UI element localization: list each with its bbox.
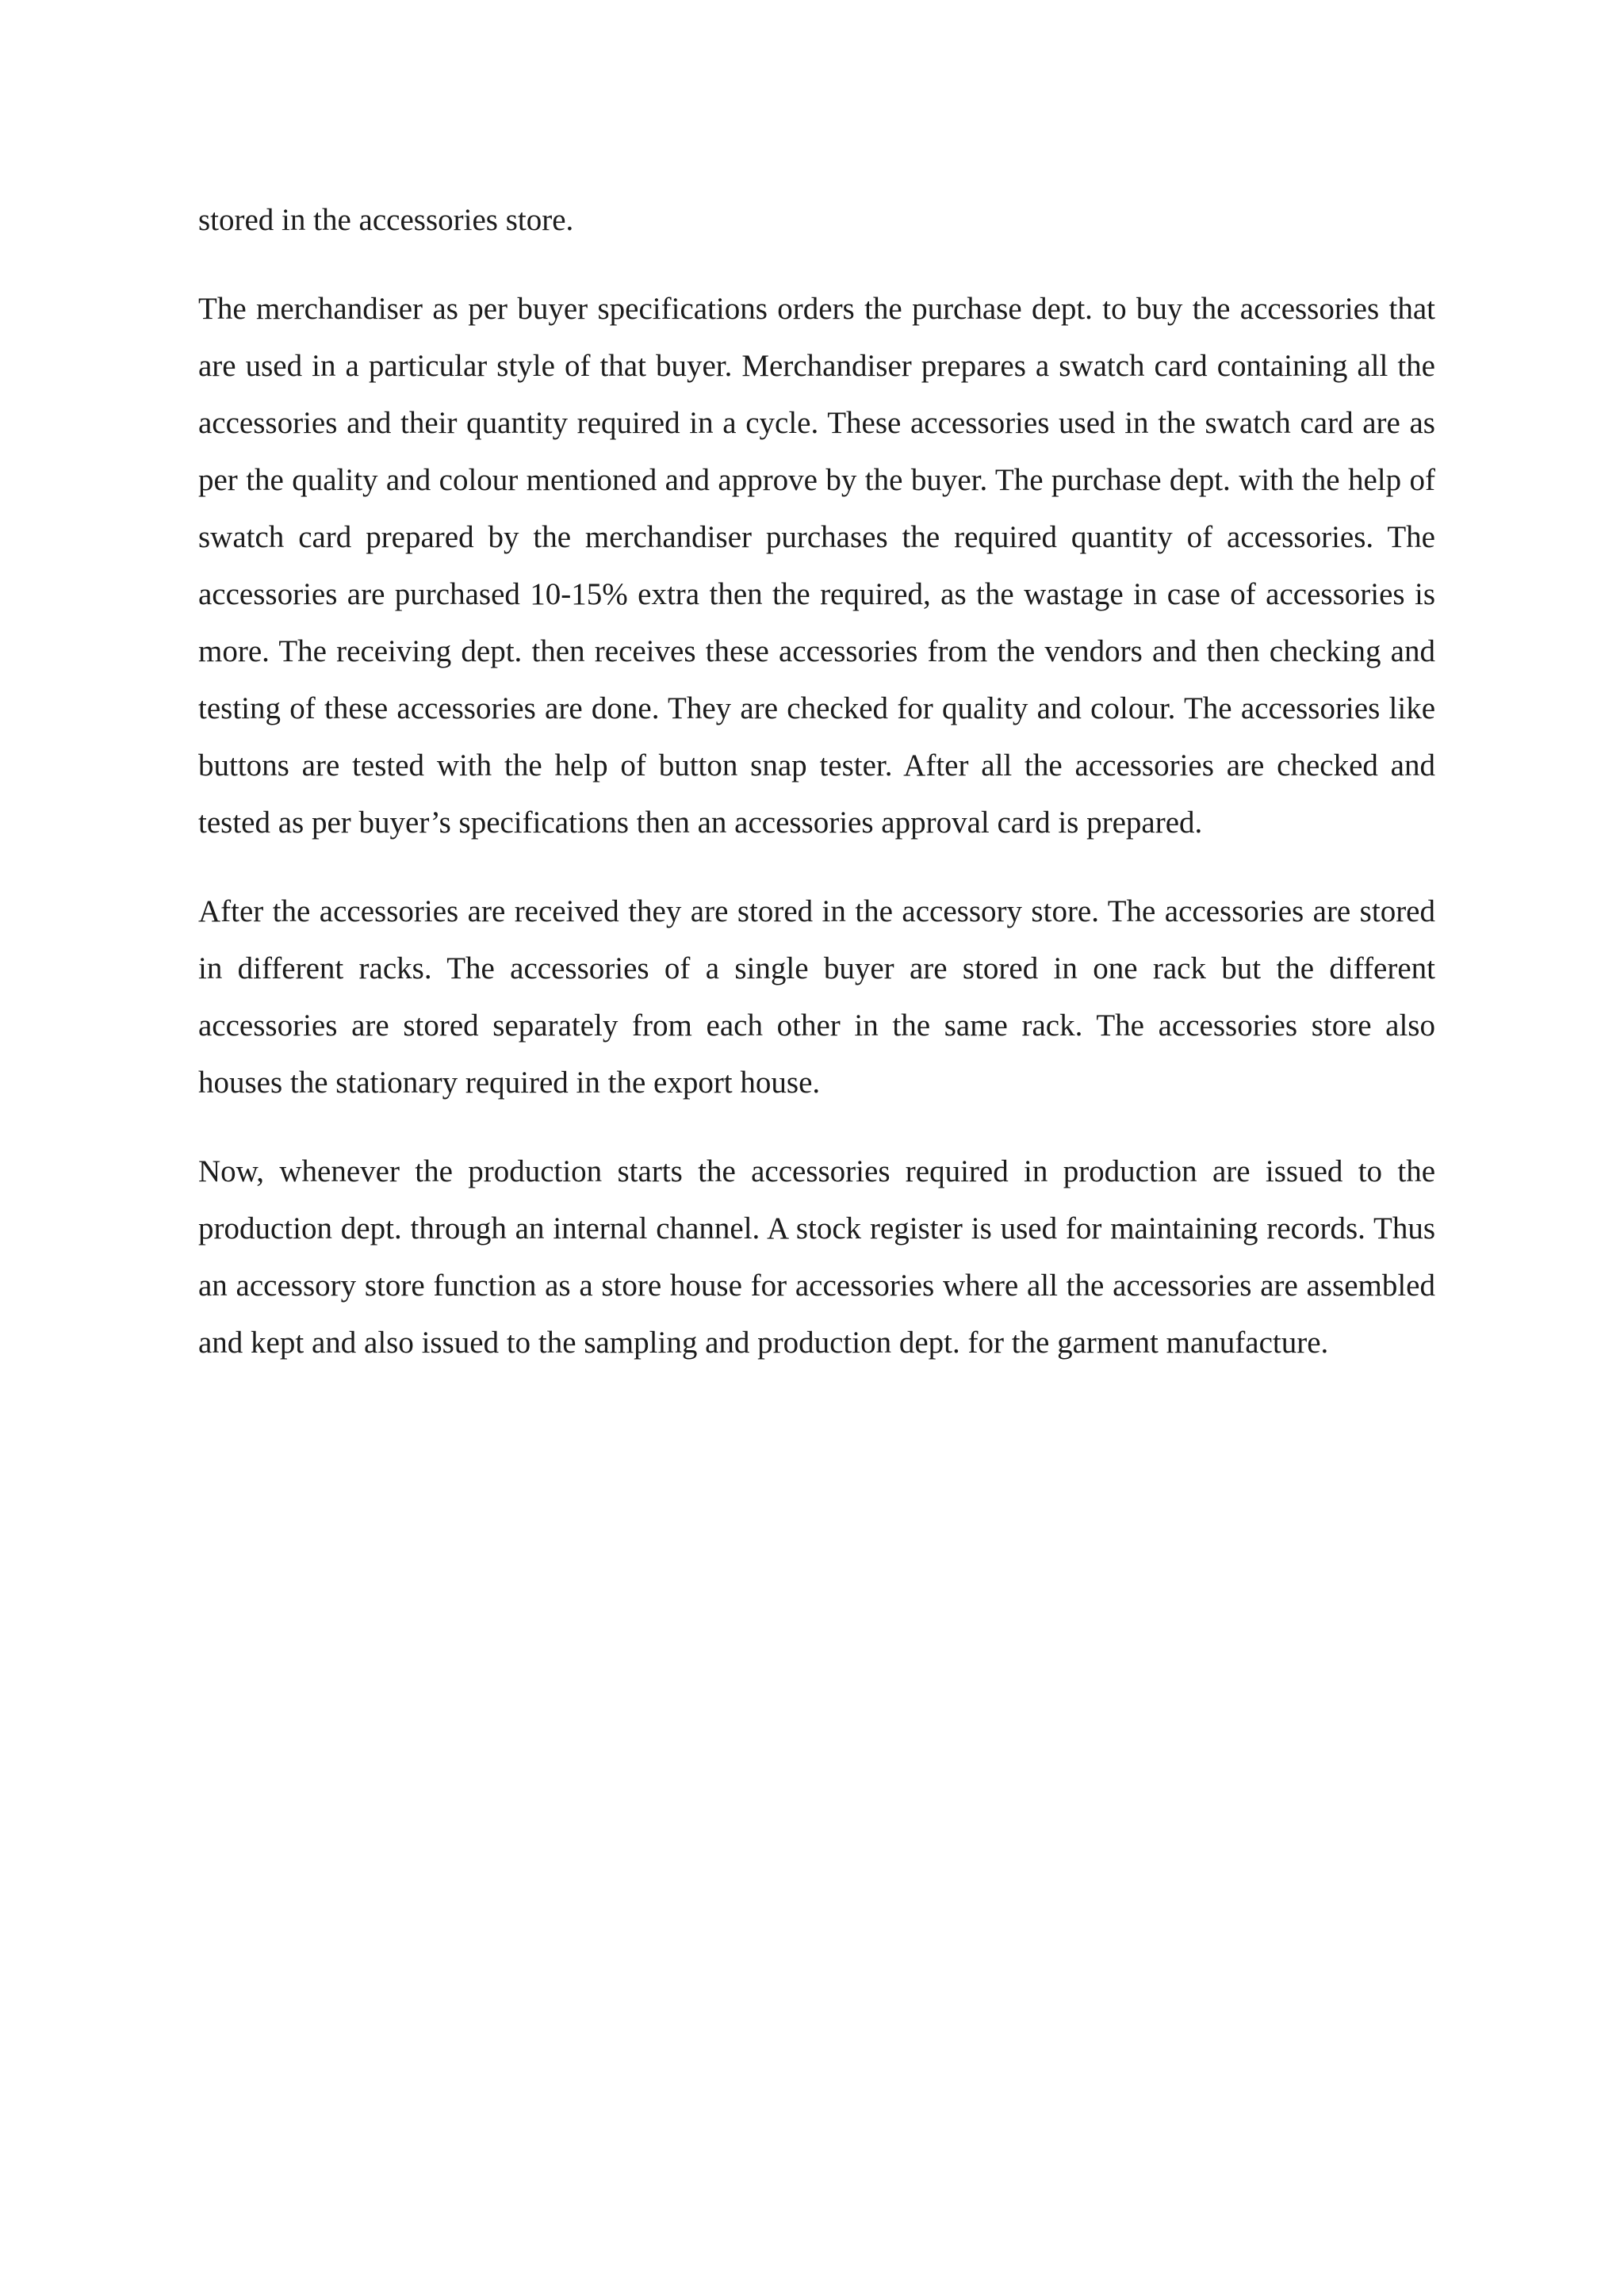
paragraph-continuation: stored in the accessories store. bbox=[198, 203, 574, 237]
paragraph-issuing: Now, whenever the production starts the accessories required in production are issued to the production dept. through an internal channel. A stock register is used for maintaining records. Thus an accessory store function as a store house for accessories where all the accessories are assembled and kept and also issued to the sampling and production dept. for the garment manufacture. bbox=[198, 1154, 1435, 1360]
paragraph-purchase-process: The merchandiser as per buyer specifications orders the purchase dept. to buy the accessories that are used in a particular style of that buyer. Merchandiser prepares a swatch card containing all the accessories and their quantity required in a cycle. These accessories used in the swatch card are as per the quality and colour mentioned and approve by the buyer. The purchase dept. with the help of swatch card prepared by the merchandiser purchases the required quantity of accessories. The accessories are purchased 10-15% extra then the required, as the wastage in case of accessories is more. The receiving dept. then receives these accessories from the vendors and then checking and testing of these accessories are done. They are checked for quality and colour. The accessories like buttons are tested with the help of button snap tester. After all the accessories are checked and tested as per buyer’s specifications then an accessories approval card is prepared. bbox=[198, 292, 1435, 840]
paragraph-storage: After the accessories are received they are stored in the accessory store. The accessories are stored in different racks. The accessories of a single buyer are stored in one rack but the different accessories are stored separately from each other in the same rack. The accessories store also houses the stationary required in the export house. bbox=[198, 894, 1435, 1100]
document-body bbox=[198, 192, 1435, 1403]
